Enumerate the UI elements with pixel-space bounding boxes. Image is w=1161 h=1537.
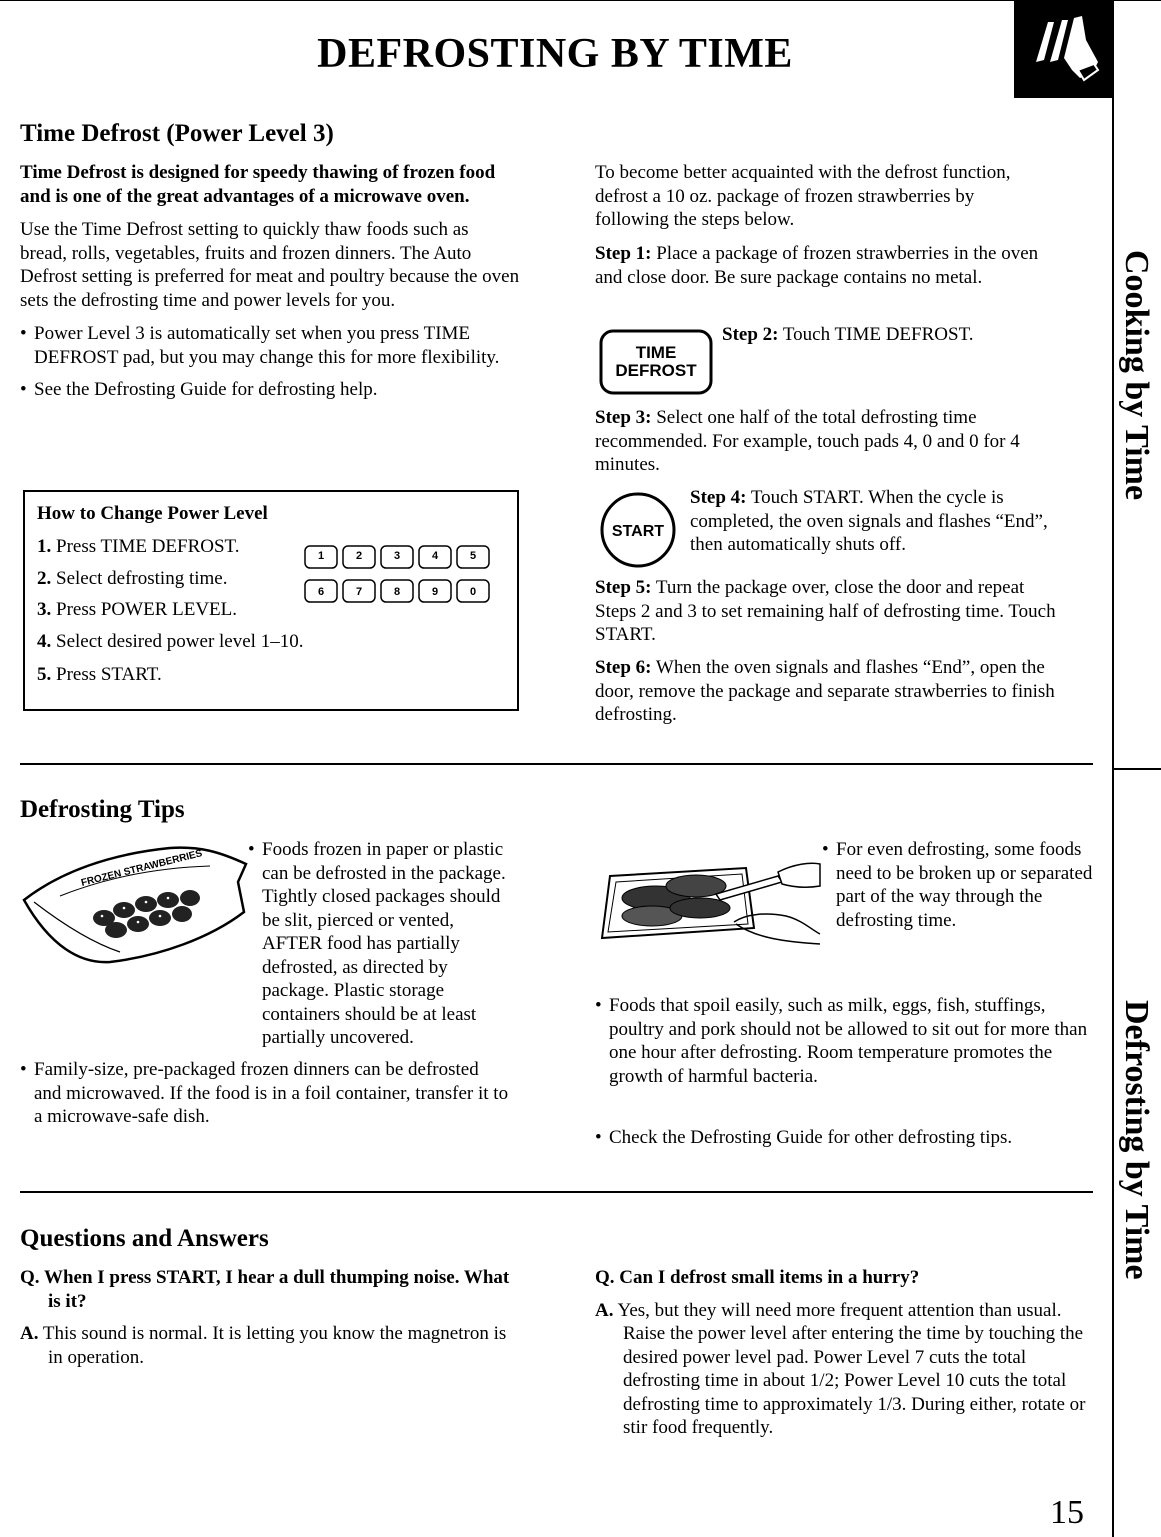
separating-food-illustration [596, 842, 821, 954]
bag-label: FROZEN STRAWBERRIES [80, 848, 204, 889]
list-item [248, 838, 513, 1050]
pad-label: DEFROST [615, 361, 697, 380]
keypad-key [457, 546, 489, 568]
keypad-key-label: 0 [469, 586, 477, 598]
step-label: Step 2: [722, 324, 779, 345]
step-label: Step 1: [595, 243, 652, 264]
box-title: How to Change Power Level [37, 503, 268, 524]
bullet-dot: • [595, 995, 602, 1016]
defrost-intro-right: To become better acquainted with the defrost function, defrost a 10 oz. package of frozen strawberries by following the steps below. [595, 162, 1011, 230]
step-text: Turn the package over, close the door and repeat Steps 2 and 3 to set remaining half of defrosting time. Touch START. [595, 577, 1056, 645]
list-item [20, 1058, 510, 1129]
box-step-text: Select desired power level 1–10. [56, 631, 304, 652]
pad-label: START [611, 523, 665, 540]
box-step [37, 598, 237, 622]
time-defrost-paragraph: Use the Time Defrost setting to quickly thaw foods such as bread, rolls, vegetables, fruits and frozen dinners. The Auto Defrost setting is preferred for meat and poultry because the oven sets the defrosting time and power levels for you. [20, 219, 520, 311]
pad-label: TIME [635, 343, 677, 362]
keypad-key [343, 580, 375, 602]
tips-right-bullet-3 [595, 1126, 1100, 1150]
bullet-dot: • [248, 839, 255, 860]
qa-item-1 [20, 1266, 510, 1369]
page-title: DEFROSTING BY TIME [317, 31, 793, 77]
step-text: Select one half of the total defrosting time recommended. For example, touch pads 4, 0 and 0 for 4 minutes. [595, 407, 1020, 475]
step-label: Step 5: [595, 577, 652, 598]
box-step [37, 630, 303, 654]
box-step [37, 535, 240, 559]
box-step [37, 567, 227, 591]
box-step-num: 3. [37, 599, 52, 620]
box-step-num: 5. [37, 664, 52, 685]
qa-heading: Questions and Answers [20, 1225, 269, 1252]
box-step-num: 4. [37, 631, 52, 652]
answer-text: This sound is normal. It is letting you know the magnetron is in operation. [42, 1323, 507, 1368]
question [595, 1266, 1100, 1290]
question [20, 1266, 510, 1313]
step-label: Step 6: [595, 657, 652, 678]
sidebar-tab-separator [1112, 768, 1161, 770]
section-divider [20, 763, 1093, 765]
time-defrost-pad-icon [598, 326, 714, 396]
keypad-key [305, 580, 337, 602]
box-step [37, 663, 162, 687]
keypad-key-label: 9 [431, 586, 439, 598]
step-text: Place a package of frozen strawberries in the oven and close door. Be sure package contains no metal. [595, 243, 1039, 288]
top-rule [0, 0, 1161, 1]
answer-label: A. [595, 1299, 614, 1321]
tips-right-bullet-1 [822, 838, 1094, 932]
step-6 [595, 656, 1065, 727]
step-2 [722, 323, 1062, 347]
step-label: Step 3: [595, 407, 652, 428]
bullet-dot: • [595, 1127, 602, 1148]
step-4 [690, 486, 1075, 557]
bullet-dot: • [20, 323, 27, 344]
number-keypad-illustration [303, 544, 498, 608]
list-item [595, 994, 1090, 1088]
keypad-key [305, 546, 337, 568]
step-3 [595, 406, 1065, 477]
box-step-text: Press TIME DEFROST. [56, 536, 240, 557]
box-step-text: Press POWER LEVEL. [56, 599, 238, 620]
power-level-box [23, 490, 519, 711]
page-number: 15 [1050, 1494, 1084, 1531]
qa-item-2 [595, 1266, 1100, 1440]
keypad-key-label: 2 [355, 550, 363, 562]
keypad-key [343, 546, 375, 568]
step-label: Step 4: [690, 487, 747, 508]
question-text: Can I defrost small items in a hurry? [619, 1267, 920, 1288]
start-pad-icon [598, 490, 678, 570]
question-label: Q. [595, 1267, 615, 1288]
box-step-text: Press START. [56, 664, 162, 685]
keypad-key [381, 546, 413, 568]
question-label: Q. [20, 1267, 40, 1288]
list-item [20, 322, 520, 369]
keypad-key-label: 6 [317, 586, 325, 598]
bullet-text: Foods frozen in paper or plastic can be defrosted in the package. Tightly closed packages should be slit, pierced or vented, AFTER food has partially defrosted, as directed by package. Plastic storage containers should be at least partially uncovered. [262, 839, 506, 1048]
step-5 [595, 576, 1065, 647]
bullet-dot: • [20, 379, 27, 400]
section-divider [20, 1191, 1093, 1193]
bullet-text: Foods that spoil easily, such as milk, eggs, fish, stuffings, poultry and pork should not be allowed to sit out for more than one hour after defrosting. Room temperature promotes the growth of harmful bacteria. [609, 995, 1088, 1087]
bullet-dot: • [822, 839, 829, 860]
answer [595, 1299, 1100, 1440]
answer-text: Yes, but they will need more frequent attention than usual. Raise the power level after entering the time by touching the desired power level pad. Power Level 7 cuts the total defrosting time in about 1/2; Power Level 10 cuts the total defrosting time to approximately 1/3. During either, rotate or stir food frequently. [617, 1299, 1086, 1438]
list-item [20, 378, 520, 402]
time-defrost-heading: Time Defrost (Power Level 3) [20, 120, 334, 147]
list-item [822, 838, 1094, 932]
list-item [595, 1126, 1100, 1150]
bullet-text: Check the Defrosting Guide for other defrosting tips. [609, 1127, 1013, 1148]
box-step-num: 1. [37, 536, 52, 557]
time-defrost-left-column [20, 161, 520, 402]
keypad-key [457, 580, 489, 602]
time-defrost-intro: Time Defrost is designed for speedy thawing of frozen food and is one of the great advantages of a microwave oven. [20, 162, 496, 207]
bullet-text: Family-size, pre-packaged frozen dinners can be defrosted and microwaved. If the food is in a foil container, transfer it to a microwave-safe dish. [34, 1059, 509, 1127]
bullet-text: Power Level 3 is automatically set when you press TIME DEFROST pad, but you may change this for more flexibility. [34, 323, 500, 368]
box-step-text: Select defrosting time. [56, 568, 228, 589]
step-text: Touch TIME DEFROST. [782, 324, 974, 345]
tips-right-bullet-2 [595, 994, 1090, 1088]
tips-left-bullet-2 [20, 1058, 510, 1129]
keypad-key [419, 580, 451, 602]
keypad-key-label: 8 [393, 586, 401, 598]
step-1 [595, 242, 1065, 289]
box-step-num: 2. [37, 568, 52, 589]
answer-label: A. [20, 1323, 39, 1344]
answer [20, 1322, 510, 1369]
side-tab-defrosting-by-time: Defrosting by Time [1118, 1000, 1155, 1280]
side-tab-cooking-by-time: Cooking by Time [1118, 250, 1155, 501]
bullet-dot: • [20, 1059, 27, 1080]
keypad-key-label: 5 [469, 550, 477, 562]
keypad-key [419, 546, 451, 568]
defrosting-tips-heading: Defrosting Tips [20, 796, 185, 823]
keypad-key-label: 1 [317, 550, 325, 562]
keypad-key-label: 3 [393, 550, 401, 562]
step-text: When the oven signals and flashes “End”, open the door, remove the package and separate strawberries to finish defrosting. [595, 657, 1055, 725]
tips-left-bullet-1 [248, 838, 513, 1050]
bullet-text: See the Defrosting Guide for defrosting help. [34, 379, 378, 400]
frozen-strawberries-bag-illustration [20, 842, 250, 968]
bullet-text: For even defrosting, some foods need to be broken up or separated part of the way through the defrosting time. [836, 839, 1093, 931]
keypad-key [381, 580, 413, 602]
keypad-key-label: 7 [355, 586, 363, 598]
question-text: When I press START, I hear a dull thumping noise. What is it? [43, 1267, 510, 1312]
step-text: Touch START. When the cycle is completed, the oven signals and flashes “End”, then automatically shuts off. [690, 487, 1048, 555]
keypad-key-label: 4 [431, 550, 439, 562]
